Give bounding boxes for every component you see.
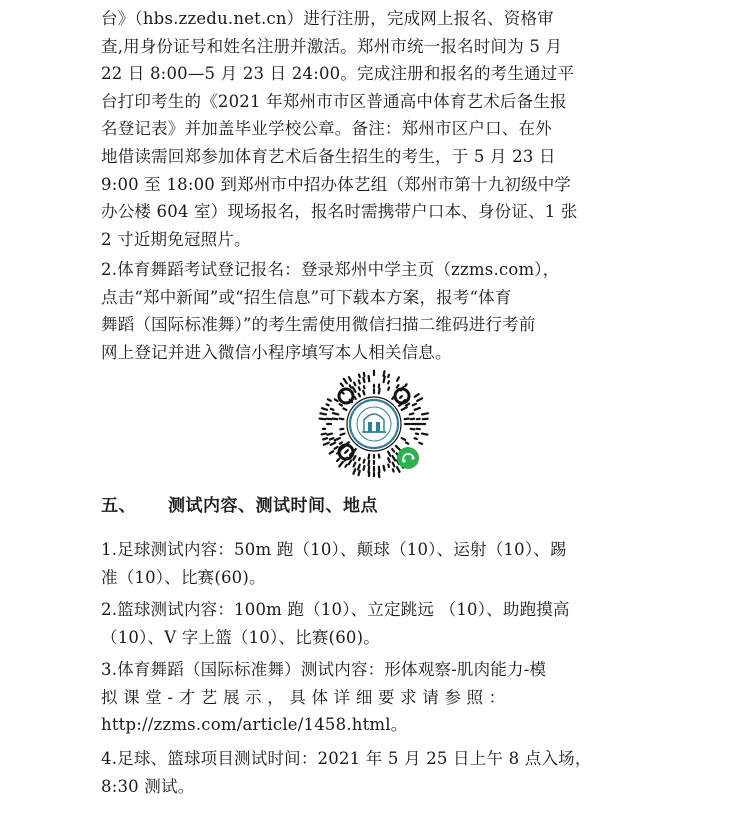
code-ray [331, 409, 334, 410]
code-ray [333, 413, 338, 414]
code-ray [388, 381, 389, 383]
code-ray [379, 389, 380, 394]
code-ray [388, 375, 389, 377]
code-ray [422, 413, 428, 414]
text-line: 查,用身份证号和姓名注册并激活。郑州市统一报名时间为 5 月 [101, 36, 563, 56]
code-ray [359, 458, 360, 460]
dance-registration-paragraph [101, 256, 661, 366]
code-ray [322, 408, 327, 410]
code-ray [344, 379, 347, 383]
code-ray [358, 471, 359, 475]
code-ray [364, 373, 365, 376]
code-ray [397, 385, 399, 388]
code-ray [320, 419, 326, 420]
text-line: 22 日 8:00—5 月 23 日 24:00。完成注册和报名的考生通过平 [101, 64, 575, 84]
code-ray [323, 438, 327, 439]
code-ray [358, 465, 360, 470]
code-ray [353, 456, 355, 460]
code-ray [419, 443, 422, 444]
code-ray [330, 438, 334, 439]
code-ray [335, 438, 340, 440]
code-ray [359, 387, 360, 389]
code-ray [324, 443, 329, 445]
mini-program-code-graphic [318, 368, 430, 480]
code-ray [354, 463, 356, 467]
code-ray [353, 469, 355, 473]
code-ray [369, 461, 370, 466]
code-ray [392, 397, 393, 399]
code-ray [405, 419, 409, 420]
text-line: 地借读需回郑参加体育艺术后备生招生的考生，于 5 月 23 日 [101, 146, 556, 166]
code-ray [339, 462, 343, 467]
code-ray [422, 434, 427, 435]
code-ray [384, 371, 385, 376]
text-line: 拟 课 堂 - 才 艺 展 示 ， 具 体 详 细 要 求 请 参 照 ： [101, 687, 506, 707]
code-ray [392, 449, 394, 452]
code-ray [363, 378, 364, 382]
code-ray [369, 467, 370, 473]
code-ray [406, 404, 409, 406]
code-ray [345, 465, 346, 467]
code-ray [353, 387, 356, 392]
code-ray [369, 376, 370, 381]
code-ray [396, 446, 399, 449]
code-ray [359, 375, 360, 378]
test-time-item [101, 745, 661, 800]
text-line: 台》（hbs.zzedu.net.cn）进行注册，完成网上报名、资格审 [101, 9, 554, 28]
code-ray [406, 443, 408, 444]
code-ray [410, 413, 414, 414]
code-ray [322, 434, 326, 435]
code-ray [354, 397, 355, 399]
code-ray [388, 458, 390, 462]
text-line: 台打印考生的《2021 年郑州市市区普通高中体育艺术后备生报 [101, 91, 567, 111]
code-ray [335, 399, 338, 401]
code-ray [364, 460, 365, 463]
code-ray [327, 404, 329, 405]
code-ray [335, 447, 338, 449]
code-ray [327, 419, 332, 420]
code-ray [341, 384, 343, 387]
code-ray [416, 434, 418, 435]
code-finder-ring [339, 389, 353, 403]
code-ray [417, 398, 422, 401]
code-ray [354, 383, 355, 386]
text-line: 名登记表》并加盖毕业学校公章。备注：郑州市区户口、在外 [101, 119, 552, 139]
section-five-heading [101, 491, 378, 516]
wechat-mini-program-code-icon[interactable] [318, 368, 430, 480]
text-line: 2.篮球测试内容：100m 跑（10）、立定跳远 （10）、助跑摸高 [101, 600, 570, 619]
code-ray [397, 467, 399, 472]
code-ray [331, 443, 336, 445]
code-ray [413, 404, 416, 406]
registration-paragraph [101, 5, 661, 253]
code-ray [359, 394, 360, 397]
code-ray [349, 377, 351, 381]
code-ray [364, 466, 365, 470]
text-line: 办公楼 604 室）现场报名，报名时需携带户口本、身份证、1 张 [101, 202, 578, 222]
code-ray [350, 385, 351, 387]
code-ray [393, 469, 394, 471]
text-line: 点击“郑中新闻”或“招生信息”可下载本方案，报考“体育 [101, 287, 512, 307]
code-ray [415, 408, 420, 410]
text-line: 3.体育舞蹈（国际标准舞）测试内容：形体观察-肌肉能力-模 [101, 660, 547, 679]
football-test-item [101, 536, 661, 591]
code-ray [349, 460, 351, 464]
section-number: 五、 [101, 496, 136, 516]
code-ray [337, 459, 339, 461]
text-line: 舞蹈（国际标准舞）”的考生需使用微信扫描二维码进行考前 [101, 315, 536, 335]
code-ray [328, 399, 331, 401]
code-ray [359, 380, 360, 383]
code-ray [415, 394, 419, 397]
code-ray [327, 434, 332, 435]
code-ray [320, 413, 326, 414]
code-ray [330, 451, 334, 453]
code-ray [402, 438, 406, 440]
code-ray [388, 387, 389, 389]
text-line: 1.足球测试内容：50m 跑（10）、颠球（10）、运射（10）、踢 [101, 540, 567, 559]
code-ray [415, 438, 417, 439]
code-ray [388, 452, 390, 456]
code-ray [333, 419, 338, 420]
text-line: http://zzms.com/article/1458.html。 [101, 715, 408, 735]
code-ray [364, 386, 365, 388]
code-ray [345, 450, 348, 453]
code-ray [340, 404, 342, 405]
text-line: 2.体育舞蹈考试登记报名：登录郑州中学主页（zzms.com）， [101, 260, 560, 279]
code-ray [384, 466, 385, 471]
code-ray [340, 419, 344, 420]
text-line: 4.足球、篮球项目测试时间：2021 年 5 月 25 日上午 8 点入场， [101, 749, 592, 768]
code-ray [341, 434, 345, 435]
code-ray [379, 467, 380, 473]
code-ray [384, 377, 385, 382]
text-line: 2 寸近期免冠照片。 [101, 229, 251, 249]
code-ray [397, 377, 399, 380]
code-ray [340, 443, 342, 444]
code-ray [369, 455, 370, 459]
code-ray [388, 465, 389, 467]
code-ray [405, 384, 407, 386]
text-line: 准（10）、比赛(60)。 [101, 567, 266, 587]
text-line: 网上登记并进入微信小程序填写本人相关信息。 [101, 342, 452, 362]
basketball-test-item [101, 596, 661, 651]
section-title: 测试内容、测试时间、地点 [168, 496, 378, 516]
code-ray [400, 396, 402, 398]
mini-program-badge [397, 447, 419, 469]
code-ray [363, 391, 364, 395]
code-ray [343, 408, 346, 410]
text-line: （10）、V 字上篮（10）、比赛(60)。 [101, 627, 380, 647]
dance-test-item [101, 656, 661, 739]
code-ray [402, 407, 407, 410]
text-line: 9:00 至 18:00 到郑州市中招办体艺组（郑州市第十九初级中学 [101, 174, 572, 194]
code-ray [393, 463, 395, 467]
text-line: 8:30 测试。 [101, 776, 195, 796]
code-ray [393, 456, 395, 460]
